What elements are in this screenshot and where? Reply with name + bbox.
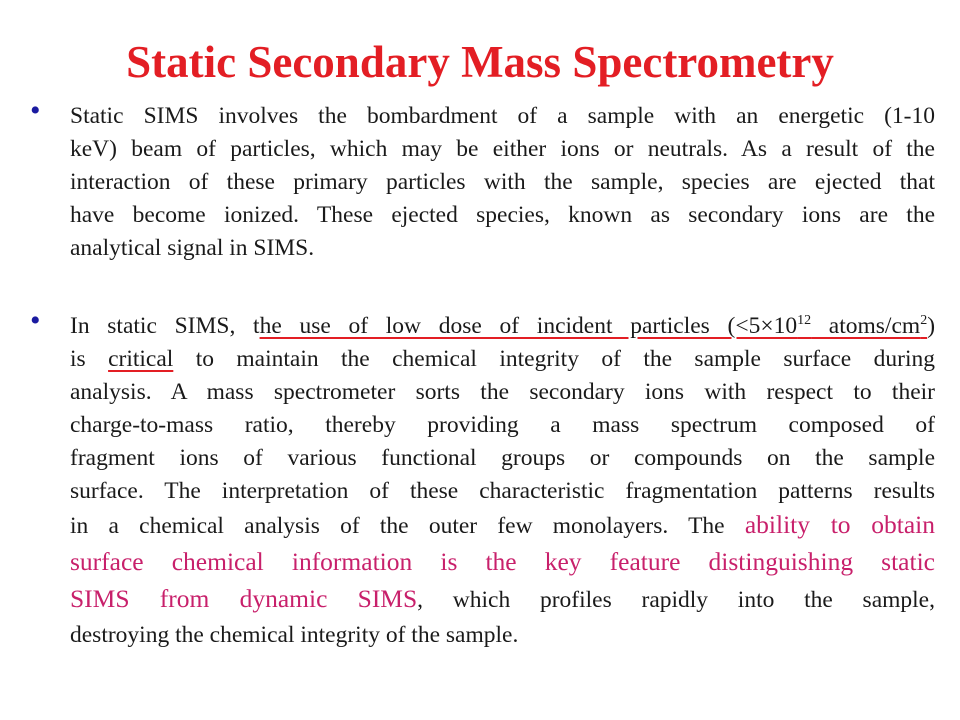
text-fragment: is xyxy=(70,346,109,372)
exponent: 12 xyxy=(797,313,812,328)
text-line: Static SIMS involves the bombardment of a sample with an energetic (1-10 xyxy=(70,103,935,129)
text-line: interaction of these primary particles with the sample, species are ejected that xyxy=(70,169,935,195)
text-fragment: , which profiles rapidly into the sample, xyxy=(417,587,935,613)
bullet-text-1 xyxy=(70,100,935,265)
text-line: analytical signal in SIMS. xyxy=(70,235,315,261)
text-fragment: in a chemical analysis of the outer few monolayers. The xyxy=(70,513,745,539)
text-line xyxy=(70,580,935,619)
underlined-word: critical xyxy=(108,346,174,372)
underlined-phrase xyxy=(260,313,928,339)
text-fragment: In static SIMS, t xyxy=(70,313,260,339)
text-line: keV) beam of particles, which may be either ions or neutrals. As a result of the xyxy=(70,136,935,162)
bullet-marker: • xyxy=(30,94,41,127)
text-line: fragment ions of various functional groups or compounds on the sample xyxy=(70,445,935,471)
exponent: 2 xyxy=(920,313,928,328)
highlighted-line: surface chemical information is the key feature distinguishing static xyxy=(70,547,935,576)
highlighted-phrase: ability to obtain xyxy=(744,510,935,539)
text-fragment: to maintain the chemical integrity of the sample surface during xyxy=(173,346,935,372)
text-line: surface. The interpretation of these characteristic fragmentation patterns results xyxy=(70,478,935,504)
text-line: analysis. A mass spectrometer sorts the secondary ions with respect to their xyxy=(70,379,935,405)
text-line: destroying the chemical integrity of the sample. xyxy=(70,622,519,648)
text-line: charge-to-mass ratio, thereby providing a mass spectrum composed of xyxy=(70,412,935,438)
bullet-marker: • xyxy=(30,304,41,337)
highlighted-phrase: SIMS from dynamic SIMS xyxy=(70,584,418,613)
bullet-text-2 xyxy=(70,310,935,652)
text-fragment: he use of low dose of incident particles (<5×10 xyxy=(259,313,798,339)
text-fragment: ) xyxy=(927,313,936,339)
text-line: have become ionized. These ejected species, known as secondary ions are the xyxy=(70,202,935,228)
slide-title: Static Secondary Mass Spectrometry xyxy=(126,37,834,87)
text-fragment: atoms/cm xyxy=(811,313,921,339)
text-line xyxy=(70,343,935,376)
text-line xyxy=(70,508,935,543)
text-line xyxy=(70,310,935,343)
